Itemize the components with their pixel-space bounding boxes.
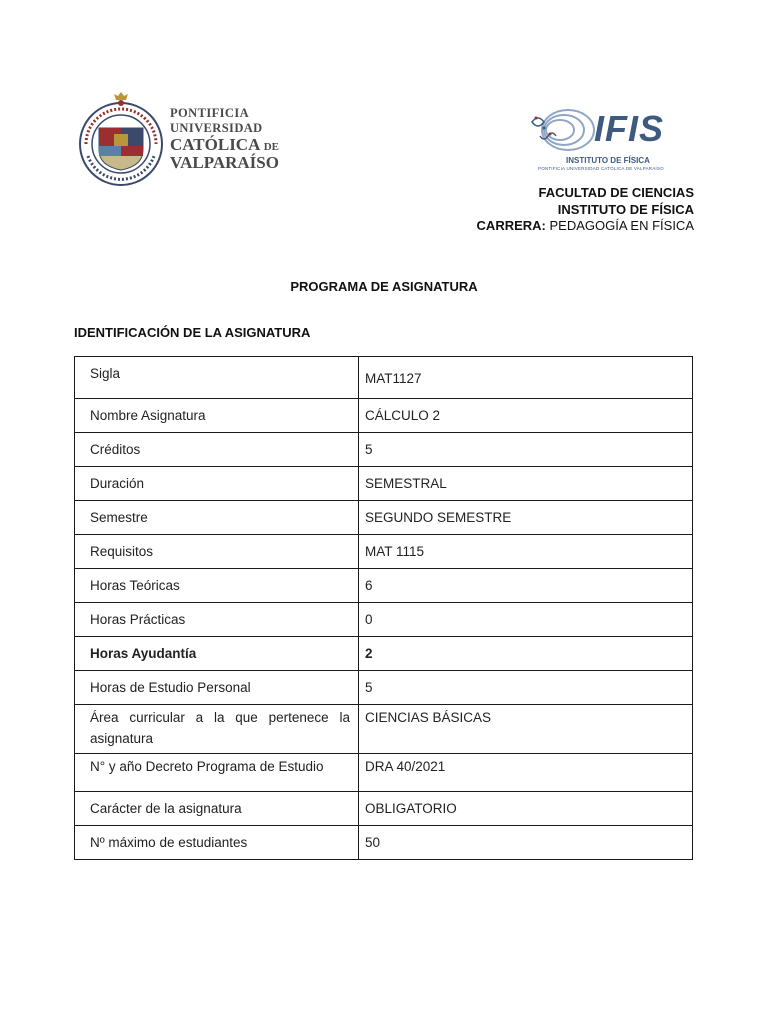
document-title: PROGRAMA DE ASIGNATURA [290,279,478,294]
table-row [75,671,693,705]
table-row [75,637,693,671]
table-row [75,705,693,754]
university-seal-icon [78,92,164,188]
row-value: SEGUNDO SEMESTRE [359,501,693,535]
sigla-value: MAT1127 [365,371,422,386]
row-label: Duración [75,467,359,501]
pucv-line4: VALPARAÍSO [170,153,279,172]
course-identification-table [74,356,693,860]
ifis-wordmark: IFIS [594,108,665,149]
row-label: Carácter de la asignatura [75,792,359,826]
career-value: PEDAGOGÍA EN FÍSICA [549,218,694,233]
table-row [75,826,693,860]
row-value [359,357,693,399]
pucv-line2: UNIVERSIDAD [170,120,263,135]
row-value: 5 [359,433,693,467]
table-row [75,399,693,433]
row-label: Créditos [75,433,359,467]
table-row [75,754,693,792]
row-label: Horas Ayudantía [75,637,359,671]
row-label: Semestre [75,501,359,535]
row-value: CIENCIAS BÁSICAS [359,705,693,754]
faculty-label: FACULTAD DE CIENCIAS [538,185,694,200]
pucv-logo [78,92,278,188]
document-header [477,185,694,235]
row-label: Horas de Estudio Personal [75,671,359,705]
ifis-emblem-icon [526,106,596,158]
pucv-line3a: CATÓLICA [170,135,260,154]
pucv-line3b: DE [263,141,279,153]
row-label: Nº máximo de estudiantes [75,826,359,860]
row-label: Sigla [75,357,359,399]
row-value: 5 [359,671,693,705]
row-label: Horas Prácticas [75,603,359,637]
table-row [75,357,693,399]
row-value: MAT 1115 [359,535,693,569]
career-line [477,218,694,235]
row-label: Nombre Asignatura [75,399,359,433]
table-row [75,792,693,826]
row-label: Horas Teóricas [75,569,359,603]
table-row [75,467,693,501]
table-row [75,433,693,467]
ifis-subtitle: INSTITUTO DE FÍSICA [566,156,650,165]
row-value: 0 [359,603,693,637]
row-value: 2 [359,637,693,671]
row-value: 50 [359,826,693,860]
ifis-caption: PONTIFICIA UNIVERSIDAD CATÓLICA DE VALPARAÍSO [538,166,664,171]
institute-label: INSTITUTO DE FÍSICA [557,201,694,217]
row-value: 6 [359,569,693,603]
row-value: CÁLCULO 2 [359,399,693,433]
row-label: Área curricular a la que pertenece la asignatura [75,705,359,754]
table-row [75,569,693,603]
section-title: IDENTIFICACIÓN DE LA ASIGNATURA [74,325,311,340]
table-row [75,501,693,535]
row-value: DRA 40/2021 [359,754,693,792]
pucv-wordmark [170,107,279,171]
career-label: CARRERA: [476,218,546,233]
ifis-logo [526,104,698,176]
row-value: SEMESTRAL [359,467,693,501]
row-label: N° y año Decreto Programa de Estudio [75,754,359,792]
table-row [75,603,693,637]
row-value: OBLIGATORIO [359,792,693,826]
pucv-line1: PONTIFICIA [170,106,250,120]
row-label: Requisitos [75,535,359,569]
table-row [75,535,693,569]
